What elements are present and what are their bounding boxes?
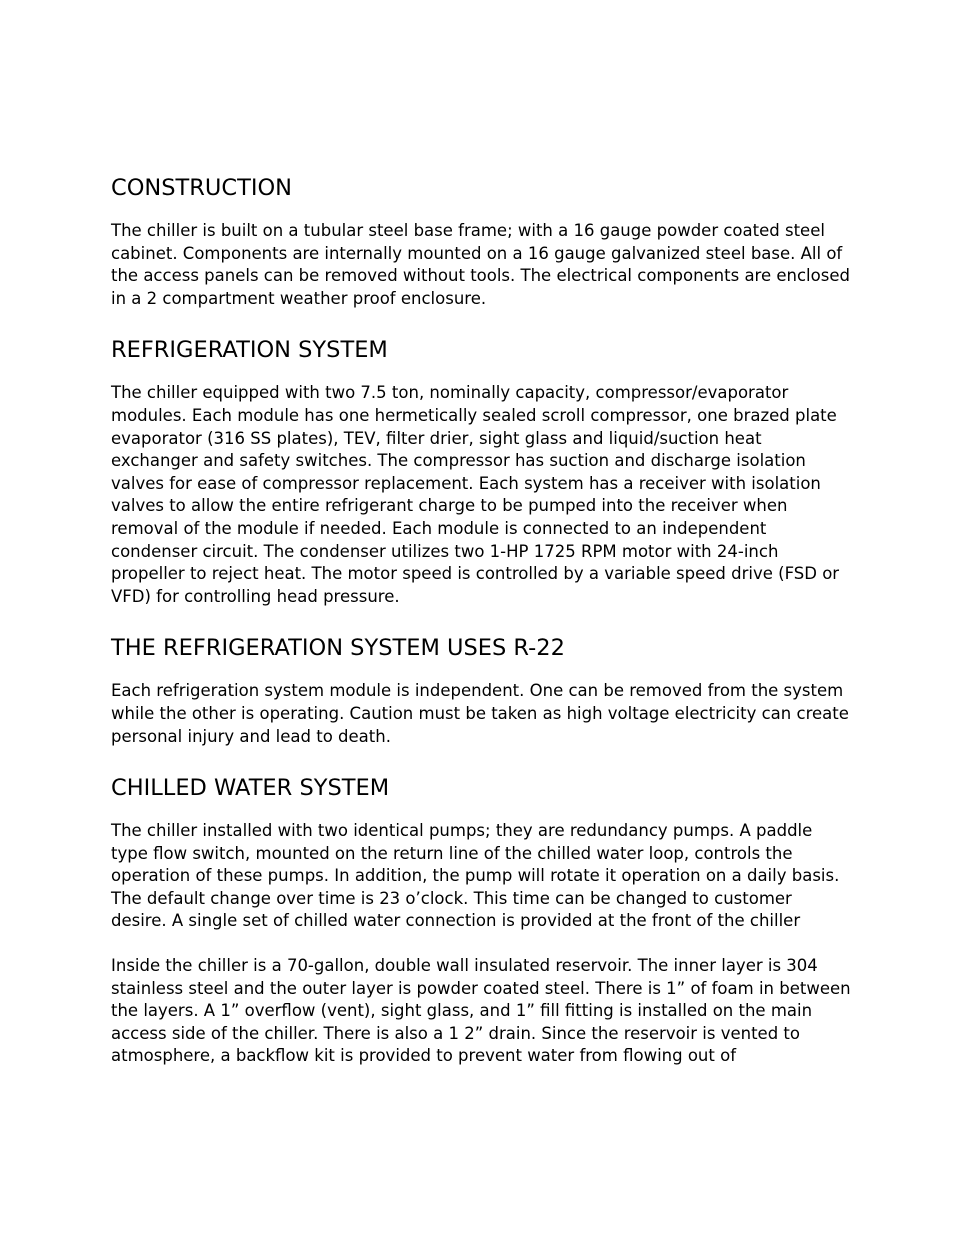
section-chilled-water-system [111,770,851,1068]
section-construction [111,170,851,310]
document-page [111,170,851,1090]
section-heading: REFRIGERATION SYSTEM [111,337,388,364]
section-heading: THE REFRIGERATION SYSTEM USES R-22 [111,635,565,662]
section-paragraph: The chiller is built on a tubular steel base frame; with a 16 gauge powder coated steel cabinet. Components are internally mounted on a 16 gauge galvanized steel base. All of the access panels can be removed without tools. The electrical components are enclosed in a 2 compartment weather proof enclosure. [111,221,850,308]
section-heading: CHILLED WATER SYSTEM [111,775,390,802]
section-paragraph: The chiller installed with two identical pumps; they are redundancy pumps. A paddle type flow switch, mounted on the return line of the chilled water loop, controls the operation of these pumps. In addition, the pump will rotate it operation on a daily basis. The default change over time is 23 o’clock. This time can be changed to customer desire. A single set of chilled water connection is provided at the front of the chiller [111,821,840,931]
section-refrigerant-r22 [111,630,851,748]
section-refrigeration-system [111,332,851,608]
section-paragraph: Each refrigeration system module is independent. One can be removed from the system while the other is operating. Caution must be taken as high voltage electricity can create personal injury and lead to death. [111,681,849,746]
section-heading: CONSTRUCTION [111,175,293,201]
section-paragraph: The chiller equipped with two 7.5 ton, nominally capacity, compressor/evaporator modules. Each module has one hermetically sealed scroll compressor, one brazed plate evaporator (316 SS plates), TEV, filter drier, sight glass and liquid/suction heat exchanger and safety switches. The compressor has suction and discharge isolation valves for ease of compressor replacement. Each system has a receiver with isolation valves to allow the entire refrigerant charge to be pumped into the receiver when removal of the module if needed. Each module is connected to an independent condenser circuit. The condenser utilizes two 1-HP 1725 RPM motor with 24-inch propeller to reject heat. The motor speed is controlled by a variable speed drive (FSD or VFD) for controlling head pressure. [111,383,840,606]
section-paragraph: Inside the chiller is a 70-gallon, double wall insulated reservoir. The inner layer is 304 stainless steel and the outer layer is powder coated steel. There is 1” of foam in between the layers. A 1” overflow (vent), sight glass, and 1” fill fitting is installed on the main access side of the chiller. There is also a 1 2” drain. Since the reservoir is vented to atmosphere, a backflow kit is provided to prevent water from flowing out of [111,956,851,1066]
